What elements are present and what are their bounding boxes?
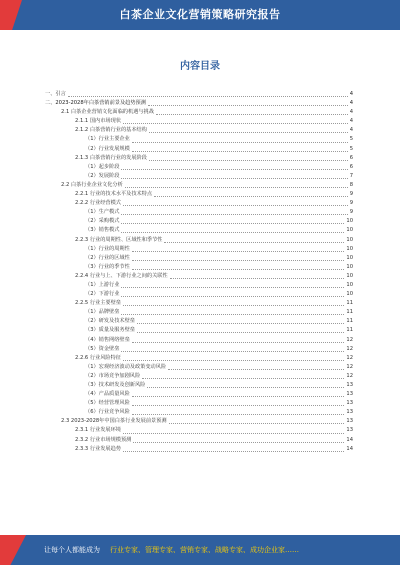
page-header	[0, 0, 400, 30]
toc-entry-label: （3）销售模式	[85, 227, 120, 234]
toc-entry-page: 5	[349, 145, 353, 152]
toc-entry[interactable]	[45, 145, 353, 154]
toc-entry-label: （3）行业的季节性	[85, 263, 130, 270]
toc-entry-page: 11	[346, 300, 353, 307]
toc-entry[interactable]	[45, 345, 353, 354]
toc-entry-page: 4	[349, 109, 353, 116]
toc-entry[interactable]	[45, 417, 353, 426]
table-of-contents	[45, 90, 353, 454]
toc-entry-page: 7	[349, 172, 353, 179]
toc-leader-dots	[142, 378, 344, 379]
toc-leader-dots	[132, 396, 345, 397]
toc-entry-page: 11	[346, 309, 353, 316]
toc-entry[interactable]	[45, 390, 353, 399]
toc-entry[interactable]	[45, 308, 353, 317]
toc-leader-dots	[132, 405, 345, 406]
toc-entry-page: 8	[349, 181, 353, 188]
toc-leader-dots	[121, 296, 344, 297]
toc-entry-page: 12	[346, 354, 353, 361]
toc-entry-label: 2.3.3 行业发展趋势	[75, 445, 121, 452]
toc-entry-label: 一、引言	[45, 91, 66, 97]
toc-entry[interactable]	[45, 281, 353, 290]
toc-entry-page: 13	[346, 382, 353, 388]
toc-entry-page: 14	[346, 436, 353, 443]
toc-entry-label: （2）发展阶段	[85, 172, 120, 179]
toc-leader-dots	[121, 223, 344, 224]
toc-leader-dots	[170, 278, 345, 279]
toc-entry[interactable]	[45, 445, 353, 454]
toc-leader-dots	[121, 169, 347, 170]
toc-entry-page: 4	[349, 91, 353, 97]
toc-entry[interactable]	[45, 226, 353, 235]
toc-entry-page: 4	[349, 127, 353, 134]
toc-entry-label: 2.2 白茶行业企业文化分析	[61, 181, 123, 188]
toc-leader-dots	[169, 423, 345, 424]
toc-leader-dots	[121, 314, 344, 315]
toc-entry-label: （5）资金壁垒	[85, 345, 120, 352]
toc-entry[interactable]	[45, 317, 353, 326]
toc-entry-page: 9	[349, 200, 353, 207]
toc-entry-label: 2.2.4 行业与上、下游行业之间的关联性	[75, 272, 168, 279]
toc-entry[interactable]	[45, 208, 353, 217]
toc-entry-page: 12	[346, 336, 353, 343]
toc-entry-label: 2.1.1 国内市场现状	[75, 118, 121, 125]
toc-leader-dots	[121, 178, 347, 179]
toc-leader-dots	[148, 105, 348, 106]
toc-entry-label: 二、2023-2028年白茶营销前景及趋势预测	[45, 100, 146, 107]
toc-entry[interactable]	[45, 336, 353, 345]
toc-leader-dots	[164, 242, 344, 243]
toc-leader-dots	[133, 442, 344, 443]
toc-entry-page: 13	[346, 391, 353, 398]
toc-entry-page: 10	[346, 291, 353, 298]
toc-leader-dots	[132, 251, 345, 252]
toc-entry-page: 13	[346, 418, 353, 425]
toc-entry[interactable]	[45, 245, 353, 254]
toc-leader-dots	[123, 123, 348, 124]
toc-entry-label: 2.2.2 行业经营模式	[75, 200, 121, 207]
toc-entry-page: 11	[346, 318, 353, 325]
toc-leader-dots	[137, 332, 344, 333]
toc-leader-dots	[137, 323, 344, 324]
toc-leader-dots	[168, 369, 344, 370]
toc-leader-dots	[132, 151, 348, 152]
toc-entry[interactable]	[45, 399, 353, 408]
toc-entry-page: 10	[346, 227, 353, 234]
toc-entry[interactable]	[45, 236, 353, 245]
toc-entry-label: （2）市场竞争加剧风险	[85, 372, 141, 379]
toc-entry[interactable]	[45, 99, 353, 108]
toc-entry-label: （2）采购模式	[85, 218, 120, 225]
toc-entry-page: 12	[346, 363, 353, 370]
footer-left-text: 让每个人都能成为	[44, 546, 100, 554]
toc-entry-label: （4）销售网络壁垒	[85, 336, 130, 343]
toc-entry-page: 9	[349, 191, 353, 198]
toc-entry-label: （2）研发及技术壁垒	[85, 318, 135, 325]
toc-leader-dots	[68, 96, 348, 97]
toc-leader-dots	[149, 132, 348, 133]
toc-leader-dots	[132, 342, 345, 343]
toc-entry-label: 2.2.1 行业的技术水平及技术特点	[75, 191, 153, 198]
toc-entry-page: 11	[346, 327, 353, 334]
toc-entry-label: 2.2.6 行业风险特征	[75, 354, 121, 361]
toc-leader-dots	[121, 214, 347, 215]
toc-entry[interactable]	[45, 172, 353, 181]
toc-entry[interactable]	[45, 326, 353, 335]
toc-entry-label: （1）品牌壁垒	[85, 309, 120, 316]
toc-leader-dots	[121, 351, 344, 352]
toc-entry-label: 2.2.3 行业的周期性、区域性和季节性	[75, 236, 163, 243]
toc-entry-label: 2.3 2023-2028年中国白茶行业发展前景预测	[61, 418, 167, 425]
toc-entry-label: （1）行业的周期性	[85, 245, 130, 252]
toc-entry[interactable]	[45, 154, 353, 163]
toc-entry-page: 12	[346, 372, 353, 379]
toc-entry[interactable]	[45, 272, 353, 281]
toc-entry-page: 4	[349, 118, 353, 125]
toc-entry[interactable]	[45, 426, 353, 435]
toc-entry-page: 14	[346, 445, 353, 452]
toc-entry-label: （2）行业的区域性	[85, 254, 130, 261]
toc-entry-label: 2.2.5 行业主要壁垒	[75, 300, 121, 307]
toc-entry[interactable]	[45, 436, 353, 445]
toc-entry-label: 2.3.1 行业发展环境	[75, 427, 121, 434]
toc-entry-page: 6	[349, 154, 353, 161]
toc-entry-label: 2.1.3 白茶营销行业的发展阶段	[75, 154, 147, 161]
toc-entry-page: 10	[346, 263, 353, 270]
footer-red-accent	[0, 535, 26, 565]
toc-entry-label: （2）行业发展规模	[85, 145, 130, 152]
toc-entry[interactable]	[45, 135, 353, 144]
footer-text	[44, 545, 299, 555]
report-title: 白茶企业文化营销策略研究报告	[119, 8, 281, 21]
toc-entry-page: 10	[346, 272, 353, 279]
footer-tagline: 行业专家、管理专家、营销专家、战略专家、成功企业家……	[110, 546, 299, 554]
toc-entry-page: 9	[349, 209, 353, 216]
toc-entry[interactable]	[45, 354, 353, 363]
toc-entry-label: （1）生产模式	[85, 209, 120, 216]
toc-entry[interactable]	[45, 199, 353, 208]
toc-leader-dots	[132, 260, 345, 261]
toc-entry[interactable]	[45, 263, 353, 272]
toc-entry-page: 4	[349, 100, 353, 107]
toc-leader-dots	[132, 414, 345, 415]
toc-entry[interactable]	[45, 408, 353, 417]
toc-entry-label: 2.1 白茶企业营销文化面临的机遇与挑战	[61, 109, 154, 116]
toc-leader-dots	[125, 187, 348, 188]
toc-entry[interactable]	[45, 117, 353, 126]
toc-leader-dots	[147, 387, 344, 388]
toc-entry[interactable]	[45, 108, 353, 117]
toc-entry-label: （4）产品质量风险	[85, 391, 130, 398]
toc-leader-dots	[123, 360, 344, 361]
toc-leader-dots	[121, 287, 344, 288]
toc-entry-label: （6）行业竞争风险	[85, 409, 130, 416]
toc-entry-label: （5）经营管理风险	[85, 400, 130, 407]
toc-entry-label: 2.1.2 白茶营销行业的基本结构	[75, 127, 147, 134]
toc-entry[interactable]	[45, 290, 353, 299]
toc-entry-label: （1）行业主要企业	[85, 136, 130, 143]
toc-entry-label: （1）上游行业	[85, 281, 120, 288]
toc-entry-page: 10	[346, 281, 353, 288]
toc-entry-page: 10	[346, 245, 353, 252]
toc-entry-label: （3）质量及服务壁垒	[85, 327, 135, 334]
toc-heading: 内容目录	[180, 61, 220, 72]
toc-entry-page: 13	[346, 409, 353, 416]
toc-leader-dots	[132, 142, 348, 143]
toc-leader-dots	[121, 232, 344, 233]
toc-entry-page: 5	[349, 136, 353, 143]
toc-entry[interactable]	[45, 299, 353, 308]
page-footer	[0, 535, 400, 565]
toc-entry-page: 6	[349, 163, 353, 170]
toc-entry-label: （3）技术研发及创新风险	[85, 382, 146, 388]
toc-leader-dots	[123, 433, 344, 434]
toc-entry[interactable]	[45, 381, 353, 390]
toc-entry-page: 10	[346, 218, 353, 225]
toc-entry[interactable]	[45, 126, 353, 135]
toc-entry[interactable]	[45, 181, 353, 190]
toc-entry-label: （2）下游行业	[85, 291, 120, 298]
toc-leader-dots	[149, 160, 348, 161]
toc-entry-label: （1）宏观经济波动及政策变动风险	[85, 363, 167, 370]
toc-leader-dots	[156, 114, 348, 115]
toc-entry[interactable]	[45, 363, 353, 372]
toc-entry-label: （1）起步阶段	[85, 163, 120, 170]
toc-entry-page: 12	[346, 345, 353, 352]
toc-entry[interactable]	[45, 163, 353, 172]
toc-entry-page: 13	[346, 427, 353, 434]
toc-entry[interactable]	[45, 254, 353, 263]
toc-entry-page: 10	[346, 254, 353, 261]
toc-entry-page: 10	[346, 236, 353, 243]
toc-entry-page: 13	[346, 400, 353, 407]
toc-leader-dots	[154, 196, 348, 197]
toc-leader-dots	[123, 451, 344, 452]
toc-entry-label: 2.3.2 行业市场规模预测	[75, 436, 132, 443]
toc-leader-dots	[123, 305, 344, 306]
toc-leader-dots	[123, 205, 348, 206]
toc-entry[interactable]	[45, 190, 353, 199]
toc-leader-dots	[132, 269, 345, 270]
toc-entry[interactable]	[45, 372, 353, 381]
toc-entry[interactable]	[45, 90, 353, 99]
toc-entry[interactable]	[45, 217, 353, 226]
